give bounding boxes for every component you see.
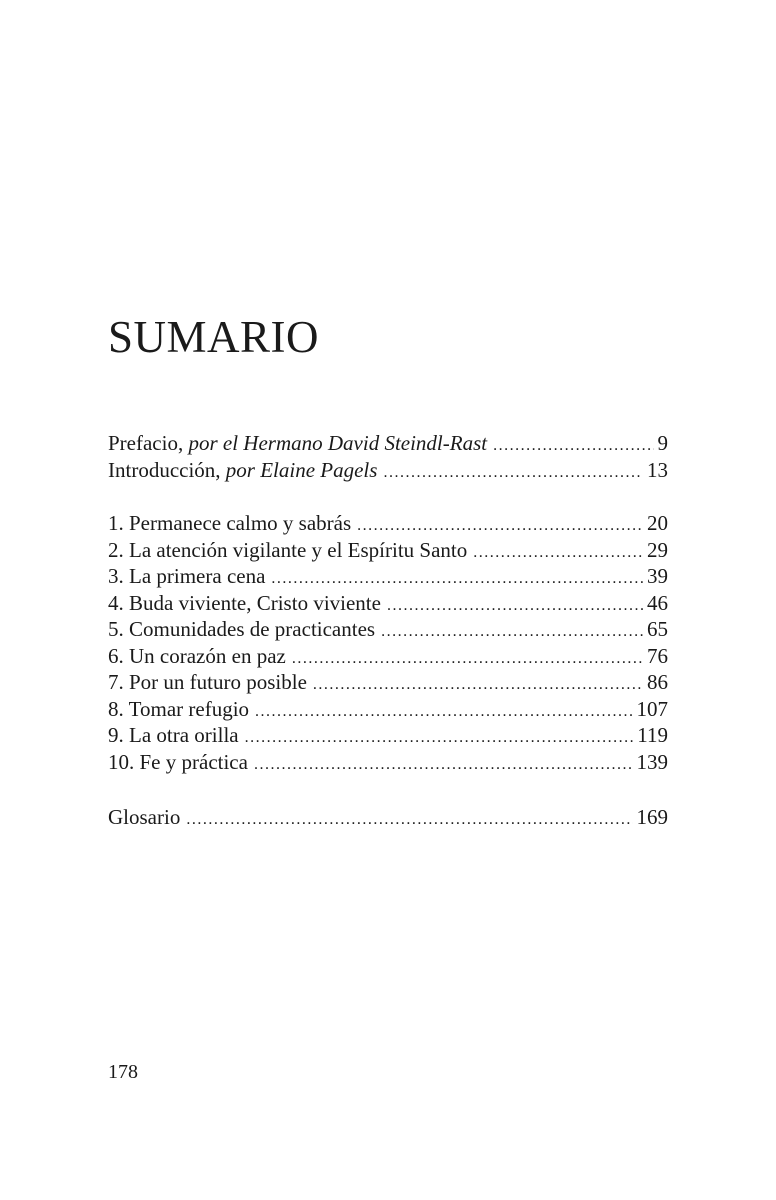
toc-entry-page: 76 [647, 643, 668, 668]
toc-entry-text [108, 430, 487, 457]
toc-chapter-9 [108, 722, 668, 749]
toc-entry-page: 107 [636, 696, 668, 721]
dot-leader [381, 619, 643, 646]
toc-entry-glosario [108, 804, 668, 831]
toc-entry-label: 8. Tomar refugio [108, 696, 250, 721]
page-number: 178 [108, 1061, 138, 1083]
dot-leader [292, 646, 643, 673]
toc-entry-prefacio [108, 430, 668, 457]
dot-leader [255, 699, 632, 726]
toc-entry-label: Glosario [108, 805, 181, 829]
toc-entry-label: 3. La primera cena [108, 564, 266, 588]
toc-entry-page: 46 [647, 590, 668, 615]
toc-entry-label: 1. Permanece calmo y sabrás [108, 511, 352, 535]
toc-entry-label: Prefacio, [108, 431, 189, 455]
toc-entry-label: 2. La atención vigilante y el Espíritu Santo [108, 537, 468, 562]
dot-leader [383, 460, 643, 487]
dot-leader [245, 725, 634, 752]
toc-entry-label: 10. Fe y práctica [108, 749, 248, 774]
toc-chapter-1 [108, 510, 668, 537]
toc-chapter-8 [108, 696, 668, 723]
toc-front-matter [108, 430, 668, 483]
toc-entry-page: 29 [647, 537, 668, 562]
toc-chapter-3 [108, 563, 668, 590]
toc-chapter-10 [108, 749, 668, 776]
dot-leader [473, 540, 643, 567]
dot-leader [254, 752, 633, 779]
toc-entry-author: por Elaine Pagels [225, 457, 378, 482]
toc-entry-page: 9 [657, 431, 668, 455]
toc-entry-page: 20 [647, 511, 668, 535]
toc-entry-page: 86 [647, 670, 668, 694]
toc-entry-page: 65 [647, 617, 668, 641]
toc-entry-label: 6. Un corazón en paz [108, 643, 286, 668]
toc-entry-label: 7. Por un futuro posible [108, 670, 307, 694]
dot-leader [387, 593, 643, 620]
toc-entry-page: 119 [637, 723, 668, 747]
page-title: SUMARIO [108, 312, 320, 362]
toc-entry-page: 13 [647, 457, 668, 482]
toc-entry-label: 4. Buda viviente, Cristo viviente [108, 590, 381, 615]
toc-entry-author: por el Hermano David Steindl-Rast [188, 431, 488, 455]
dot-leader [186, 807, 632, 834]
toc-chapter-5 [108, 616, 668, 643]
toc-chapter-4 [108, 590, 668, 617]
toc-entry-label: Introducción, [108, 457, 226, 482]
toc-entry-label: 5. Comunidades de practicantes [108, 617, 376, 641]
toc-entry-page: 139 [636, 749, 668, 774]
toc-entry-page: 169 [636, 805, 668, 829]
toc-back-matter [108, 804, 668, 831]
toc-chapter-2 [108, 537, 668, 564]
toc-entry-label: 9. La otra orilla [108, 723, 239, 747]
toc-chapter-7 [108, 669, 668, 696]
toc-entry-introduccion [108, 457, 668, 484]
toc-chapter-6 [108, 643, 668, 670]
toc-entry-page: 39 [647, 564, 668, 588]
toc-chapters [108, 510, 668, 775]
dot-leader [493, 433, 653, 460]
dot-leader [313, 672, 643, 699]
toc-entry-text [108, 457, 377, 484]
